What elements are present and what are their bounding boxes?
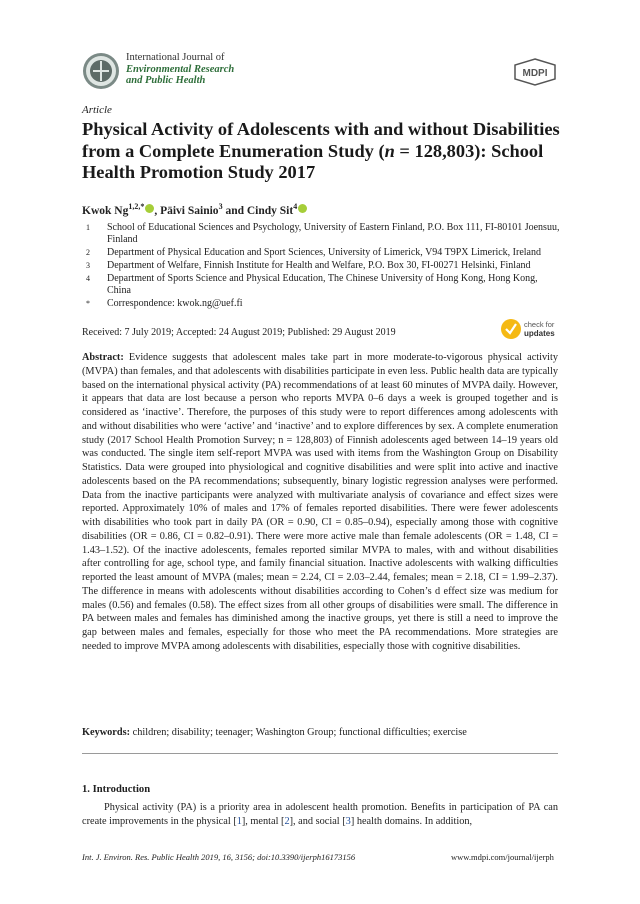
affiliation-text: School of Educational Sciences and Psychology, University of Eastern Finland, P.O. Box 111, FI-80101 Joensuu, Finland bbox=[107, 222, 560, 246]
affiliation-text: Department of Physical Education and Sport Sciences, University of Limerick, V94 T9PX Limerick, Ireland bbox=[107, 247, 541, 258]
mdpi-logo-text: MDPI bbox=[522, 68, 548, 79]
article-type: Article bbox=[82, 104, 112, 116]
intro-text: Physical activity (PA) is a priority area in adolescent health promotion. Benefits in participation of PA can create improvements in the physical [ bbox=[82, 802, 558, 827]
keywords bbox=[82, 727, 558, 738]
intro-paragraph bbox=[82, 801, 558, 828]
affiliation-item bbox=[82, 273, 562, 297]
affiliation-number: * bbox=[86, 299, 90, 308]
section-divider bbox=[82, 753, 558, 754]
check-for-updates-badge[interactable] bbox=[500, 317, 562, 341]
author-name: Kwok Ng bbox=[82, 205, 129, 217]
author-name: and Cindy Sit bbox=[222, 205, 294, 217]
section-heading: 1. Introduction bbox=[82, 784, 151, 795]
affiliation-number: 2 bbox=[86, 248, 90, 257]
affiliation-text: Department of Welfare, Finnish Institute for Health and Welfare, P.O. Box 30, FI-00271 Helsinki, Finland bbox=[107, 260, 531, 271]
correspondence-text[interactable]: Correspondence: kwok.ng@uef.fi bbox=[107, 298, 243, 309]
journal-name-line2: Environmental Research bbox=[126, 63, 235, 75]
correspondence bbox=[82, 298, 562, 310]
article-title: Physical Activity of Adolescents with and without Disabilities from a Complete Enumeration Study (n = 128,803): School Health Promotion Study 2017 bbox=[82, 119, 560, 182]
keywords-text: children; disability; teenager; Washington Group; functional difficulties; exercise bbox=[132, 727, 467, 738]
affiliation-item bbox=[82, 247, 562, 259]
author-sup: 1,2,* bbox=[128, 202, 145, 211]
journal-logo bbox=[82, 52, 120, 90]
author-sup: 3 bbox=[218, 202, 223, 211]
affiliation-number: 4 bbox=[86, 274, 90, 283]
citation-link[interactable]: 3 bbox=[345, 815, 351, 827]
author-sup: 4 bbox=[293, 202, 298, 211]
author-list bbox=[82, 202, 307, 217]
intro-text: ] health domains. In addition, bbox=[350, 815, 473, 827]
orcid-icon[interactable] bbox=[145, 204, 154, 213]
journal-name-line1: International Journal of bbox=[126, 52, 225, 63]
citation-link[interactable]: 2 bbox=[284, 815, 290, 827]
abstract-text: Evidence suggests that adolescent males take part in more moderate-to-vigorous physical activity (MVPA) than females, and that adolescents with disabilities participate in even less. Public health data are typically based on the international physical activity (PA) recommendations of at least 60 minutes of MVPA daily. However, it appears that data are lost because a person who reports MVPA 0–6 days a week is grouped together and is considered as ‘inactive’. Therefore, the purposes of this study were to report differences among adolescents with and without disabilities who were ‘active’ and ‘inactive’ and to explore differences by sex. A complete enumeration study (2017 School Health Promotion Survey; n = 128,803) of Finnish adolescents aged between 14–19 years old was conducted. The single item self-report MVPA was used with items from the Washington Group on Disability Statistics. Data were grouped into physiological and cognitive disabilities and were split into active and inactive adolescents based on the PA recommendations; subsequently, binary logistic regression analyses were performed. Data from the inactive participants were analyzed with multivariate analysis of covariance and effect sizes were reported. Approximately 10% of males and 17% of females reported disabilities. There were fewer adolescents with disabilities who took part in daily PA (OR = 0.90, CI = 0.85–0.94), especially among those with cognitive disabilities (OR = 0.86, CI = 0.82–0.91). There were more active male than female adolescents (OR = 1.48, CI = 1.43–1.52). Of the inactive adolescents, females reported similar MVPA to males, with and without disabilities after controlling for age, school type, and family financial situation. Inactive adolescents with walking difficulties reported the least amount of MVPA (males; mean = 2.24, CI = 2.03–2.44, females; mean = 2.18, CI = 1.99–2.37). The difference in means with adolescents without disabilities according to Cohen’s d effect size was medium for males (0.56) and females (0.58). The effect sizes from all other groups of disabilities were small. The difference in PA between males and females has diminished among the inactive groups, yet there is still a need to improve the gap between males and females, especially for those who meet the PA recommendations. More strategies are needed to improve MVPA among adolescents with disabilities, especially those with cognitive disabilities. bbox=[82, 352, 559, 652]
affiliation-item bbox=[82, 260, 562, 272]
footer-citation: Int. J. Environ. Res. Public Health 2019, 16, 3156; doi:10.3390/ijerph16173156 bbox=[82, 852, 356, 862]
intro-text: ], mental [ bbox=[241, 815, 285, 827]
affiliation-number: 1 bbox=[86, 223, 90, 232]
mdpi-logo bbox=[513, 58, 557, 86]
check-updates-line1: check for bbox=[524, 320, 555, 329]
check-updates-line2: updates bbox=[524, 329, 555, 338]
affiliation-item bbox=[82, 222, 562, 246]
publication-dates: Received: 7 July 2019; Accepted: 24 August 2019; Published: 29 August 2019 bbox=[82, 327, 396, 338]
journal-name bbox=[126, 52, 234, 87]
abstract bbox=[82, 351, 558, 654]
affiliation-text: Department of Sports Science and Physical Education, The Chinese University of Hong Kong, Hong Kong, China bbox=[107, 273, 538, 297]
author-name: , Päivi Sainio bbox=[154, 205, 219, 217]
abstract-label: Abstract: bbox=[82, 352, 124, 363]
journal-name-line3: and Public Health bbox=[126, 75, 206, 86]
orcid-icon[interactable] bbox=[298, 204, 307, 213]
affiliation-number: 3 bbox=[86, 261, 90, 270]
intro-text: ], and social [ bbox=[289, 815, 346, 827]
keywords-label: Keywords: bbox=[82, 727, 131, 738]
footer-url[interactable]: www.mdpi.com/journal/ijerph bbox=[451, 852, 554, 862]
citation-link[interactable]: 1 bbox=[236, 815, 242, 827]
